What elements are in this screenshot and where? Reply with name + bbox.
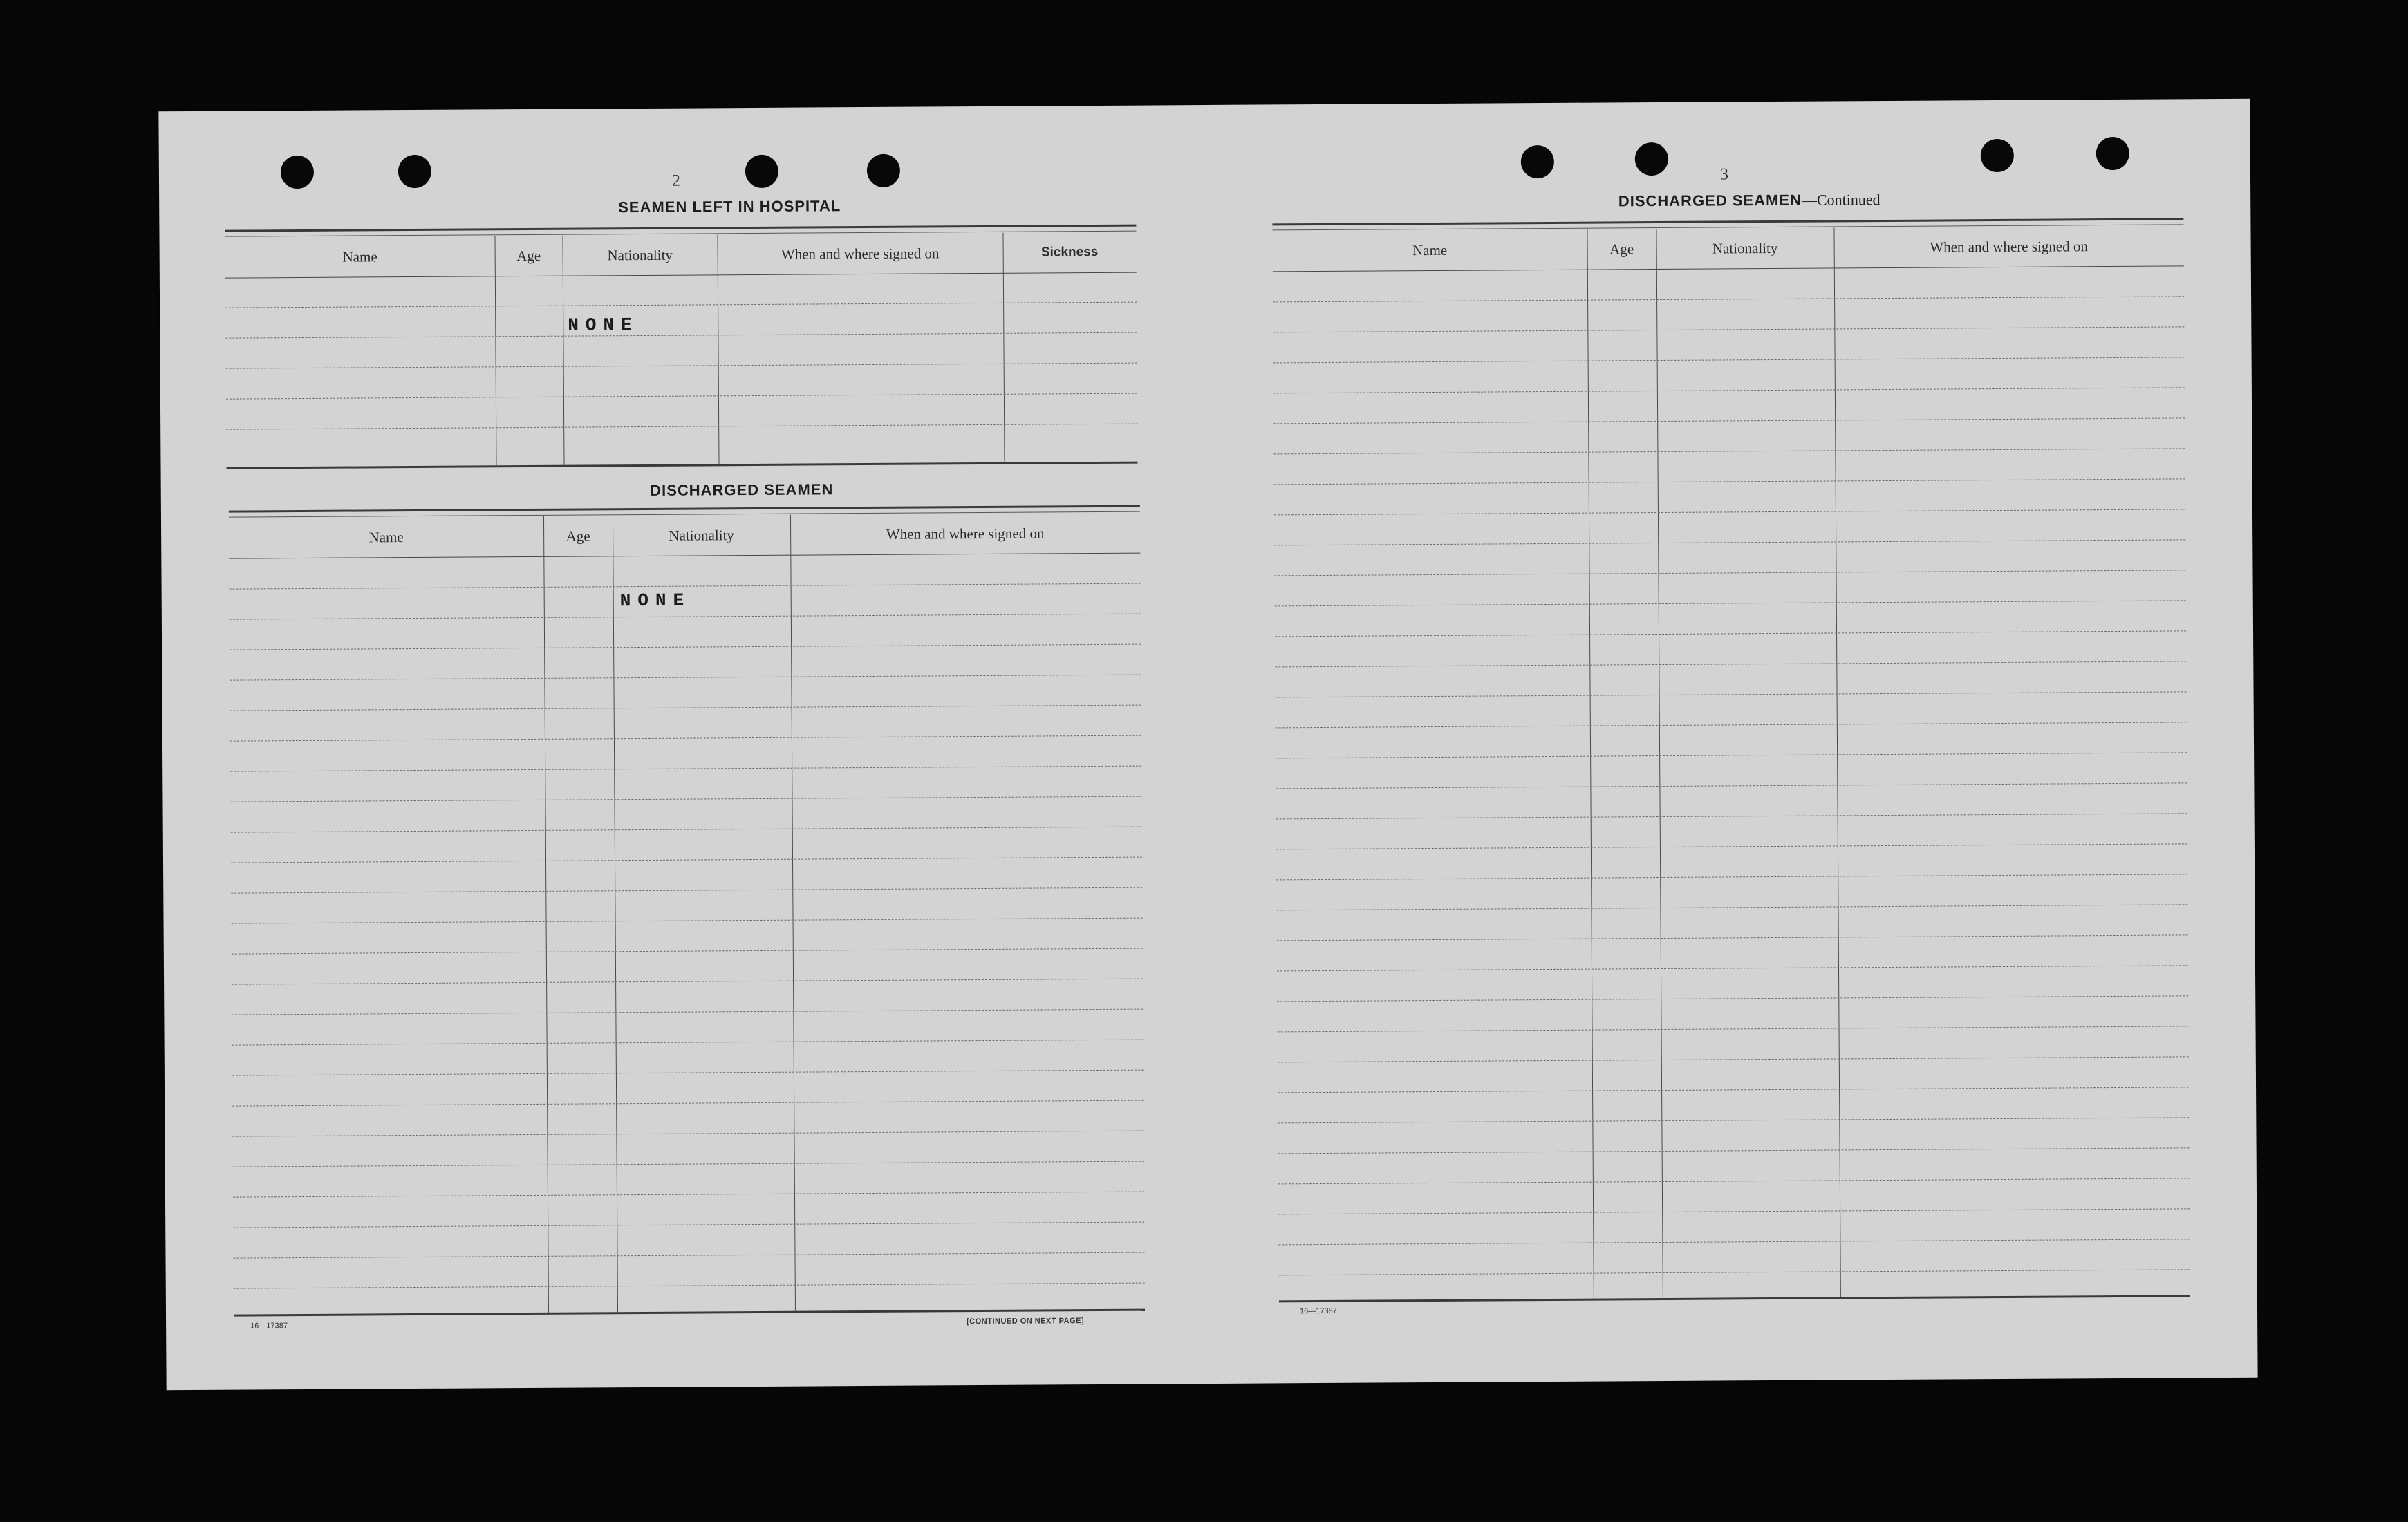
table-row <box>234 1283 1145 1289</box>
punch-hole <box>398 155 431 188</box>
column-divider <box>1587 229 1594 1299</box>
column-divider <box>790 515 796 1311</box>
table-row <box>233 1192 1144 1198</box>
punch-hole <box>1521 145 1554 178</box>
discharged-continued-title-text: DISCHARGED SEAMEN <box>1618 191 1802 210</box>
table-row <box>1276 722 2187 728</box>
table-row <box>232 1131 1144 1137</box>
table-row <box>1273 448 2185 454</box>
table-row <box>1276 782 2187 789</box>
col-header-signed-on: When and where signed on <box>781 245 940 263</box>
punch-hole <box>281 156 314 189</box>
table-row <box>234 1252 1145 1259</box>
table-row <box>231 887 1142 894</box>
none-stamp: NONE <box>619 590 691 612</box>
table-row <box>226 424 1137 430</box>
punch-hole <box>745 155 778 188</box>
table-row <box>230 796 1141 802</box>
none-stamp: NONE <box>568 314 639 336</box>
table-row <box>1277 995 2188 1002</box>
table-row <box>1275 630 2186 637</box>
table-row <box>1275 600 2186 606</box>
table-row <box>1278 1056 2189 1062</box>
column-divider <box>613 516 618 1312</box>
table-row <box>225 332 1137 339</box>
table-row <box>232 918 1143 924</box>
table-row <box>1274 509 2185 515</box>
col-header-name: Name <box>1412 241 1448 259</box>
col-header-name: Name <box>368 529 404 546</box>
continued-suffix: —Continued <box>1801 191 1880 209</box>
col-header-name: Name <box>342 248 377 265</box>
discharged-continued-title <box>1535 190 1963 211</box>
table-row <box>1274 539 2185 545</box>
table-row <box>1278 1117 2189 1123</box>
table-row <box>230 583 1141 590</box>
table-row <box>232 1100 1144 1107</box>
table-row <box>232 1040 1144 1046</box>
table-row <box>1275 661 2186 667</box>
table-row <box>1276 813 2187 819</box>
page-number-left: 2 <box>671 171 681 190</box>
discharged-continued-table-header <box>1272 225 2183 272</box>
table-row <box>1273 387 2185 393</box>
col-header-age: Age <box>566 527 590 545</box>
table-row <box>1278 1087 2189 1093</box>
discharged-table <box>229 505 1145 1317</box>
hospital-table-header <box>225 232 1136 279</box>
punch-hole <box>2096 137 2129 170</box>
table-row <box>226 363 1137 369</box>
col-header-sickness: Sickness <box>1040 244 1099 260</box>
table-row <box>1274 478 2185 485</box>
table-row <box>232 948 1143 955</box>
punch-hole <box>1981 139 2014 172</box>
column-divider <box>1656 229 1663 1298</box>
table-row <box>232 1009 1143 1015</box>
col-header-age: Age <box>516 247 541 265</box>
table-row <box>1273 357 2185 363</box>
discharged-section-title: DISCHARGED SEAMEN <box>650 480 834 499</box>
column-divider <box>1833 227 1840 1297</box>
table-row <box>1278 1026 2189 1032</box>
table-row <box>1276 874 2187 880</box>
col-header-nationality: Nationality <box>669 527 734 544</box>
table-row <box>1279 1269 2190 1275</box>
table-row <box>226 393 1137 400</box>
table-row <box>1276 752 2187 758</box>
table-row <box>230 735 1141 742</box>
col-header-signed-on: When and where signed on <box>1930 238 2088 256</box>
table-row <box>1278 1208 2190 1214</box>
table-row <box>230 705 1141 711</box>
table-row <box>232 979 1143 985</box>
page-number-right: 3 <box>1719 165 1729 184</box>
table-row <box>1273 296 2184 302</box>
col-header-age: Age <box>1609 241 1634 258</box>
discharged-continued-table <box>1272 218 2190 1302</box>
table-row <box>230 675 1141 681</box>
table-row <box>1273 417 2185 424</box>
table-row <box>225 302 1137 308</box>
table-row <box>1278 1147 2190 1154</box>
table-row <box>1276 843 2187 849</box>
continued-note: [CONTINUED ON NEXT PAGE] <box>967 1317 1085 1326</box>
manifest-sheet <box>158 99 2257 1390</box>
hospital-table <box>225 225 1137 469</box>
table-row <box>1278 1178 2190 1184</box>
table-row <box>1278 1239 2190 1245</box>
table-row <box>230 614 1141 620</box>
table-row <box>1276 904 2187 910</box>
table-row <box>1277 934 2188 941</box>
table-row <box>230 644 1141 650</box>
table-row <box>231 827 1142 833</box>
hospital-section-title: SEAMEN LEFT IN HOSPITAL <box>618 197 841 216</box>
column-divider <box>543 516 549 1313</box>
table-row <box>1275 570 2186 576</box>
form-code-right: 16—17387 <box>1299 1306 1337 1316</box>
table-row <box>1276 691 2187 697</box>
punch-hole <box>867 154 900 187</box>
table-row <box>233 1161 1144 1167</box>
punch-hole <box>1635 142 1668 176</box>
table-row <box>231 857 1142 863</box>
table-row <box>233 1222 1144 1228</box>
table-row <box>232 1070 1144 1076</box>
table-row <box>1277 965 2188 971</box>
table-row <box>1273 326 2184 332</box>
table-row <box>230 766 1141 772</box>
discharged-table-header <box>229 513 1140 559</box>
col-header-signed-on: When and where signed on <box>886 525 1045 543</box>
form-code-left: 16—17387 <box>250 1322 288 1331</box>
col-header-nationality: Nationality <box>1712 239 1778 257</box>
col-header-nationality: Nationality <box>607 246 673 264</box>
